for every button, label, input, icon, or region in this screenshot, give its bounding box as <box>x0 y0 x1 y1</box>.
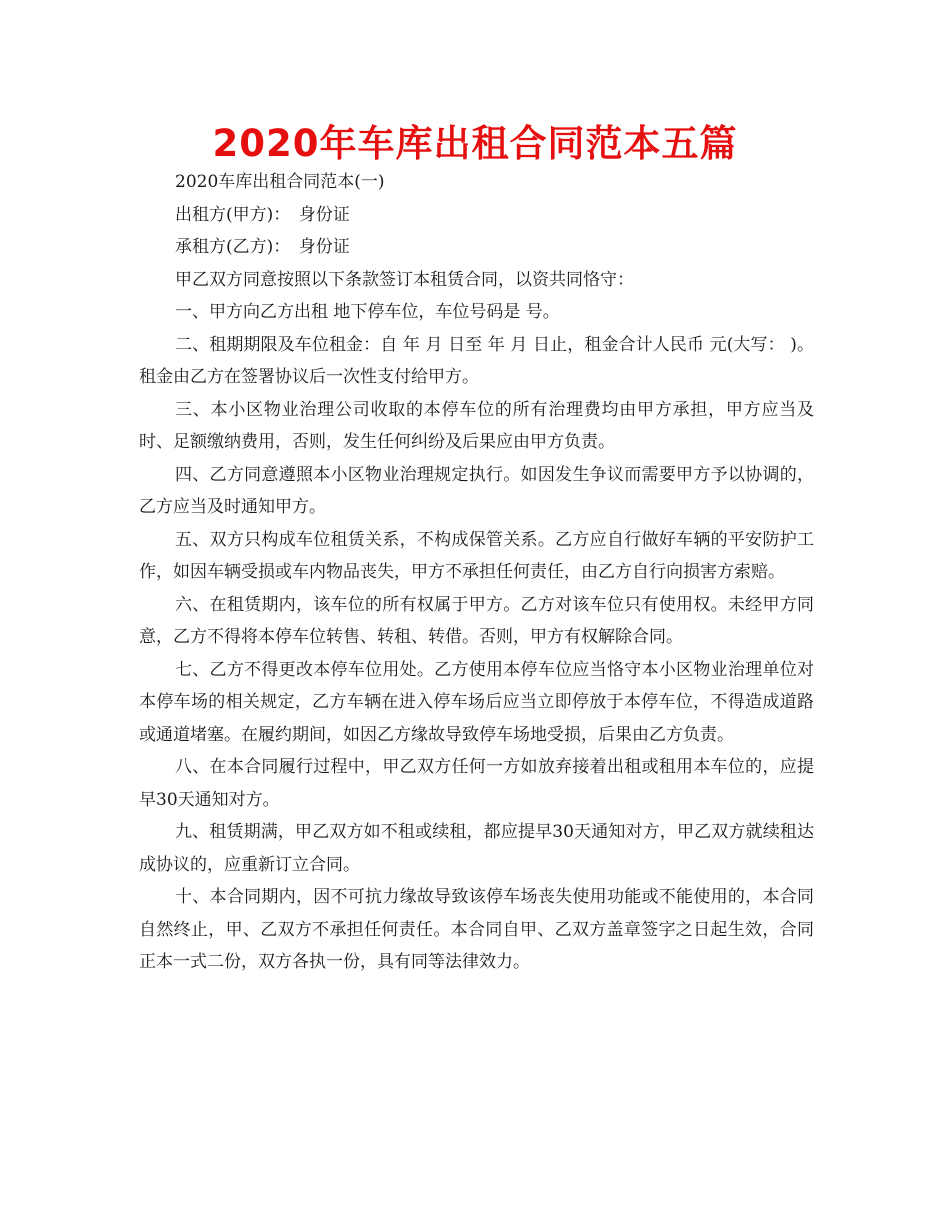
paragraph-clause-10: 十、本合同期内，因不可抗力缘故导致该停车场丧失使用功能或不能使用的，本合同自然终止，甲、乙双方不承担任何责任。本合同自甲、乙双方盖章签字之日起生效，合同正本一式二份，双方各执一份，具有同等法律效力。 <box>139 887 814 972</box>
paragraph-clause-3: 三、本小区物业治理公司收取的本停车位的所有治理费均由甲方承担，甲方应当及时、足额缴纳费用，否则，发生任何纠纷及后果应由甲方负责。 <box>139 399 814 452</box>
paragraph-contract-heading: 2020车库出租合同范本(一) <box>175 172 385 192</box>
paragraph-clause-4: 四、乙方同意遵照本小区物业治理规定执行。如因发生争议而需要甲方予以协调的，乙方应当及时通知甲方。 <box>139 464 814 517</box>
paragraph-lessee: 承租方(乙方)： 身份证 <box>175 237 350 257</box>
paragraph-lessor: 出租方(甲方)： 身份证 <box>175 204 350 225</box>
paragraph-clause-6: 六、在租赁期内，该车位的所有权属于甲方。乙方对该车位只有使用权。未经甲方同意，乙方不得将本停车位转售、转租、转借。否则，甲方有权解除合同。 <box>139 594 814 647</box>
document-title: 2020年车库出租合同范本五篇 <box>212 122 738 165</box>
paragraph-clause-5: 五、双方只构成车位租赁关系，不构成保管关系。乙方应自行做好车辆的平安防护工作，如因车辆受损或车内物品丧失，甲方不承担任何责任，由乙方自行向损害方索赔。 <box>139 529 814 582</box>
paragraph-clause-7: 七、乙方不得更改本停车位用处。乙方使用本停车位应当恪守本小区物业治理单位对本停车场的相关规定，乙方车辆在进入停车场后应当立即停放于本停车位，不得造成道路或通道堵塞。在履约期间，如因乙方缘故导致停车场地受损，后果由乙方负责。 <box>139 659 814 745</box>
document-body <box>139 166 814 979</box>
paragraph-clause-2: 二、租期期限及车位租金：自 年 月 日至 年 月 日止，租金合计人民币 元(大写： )。租金由乙方在签署协议后一次性支付给甲方。 <box>139 334 814 387</box>
paragraph-agreement-intro: 甲乙双方同意按照以下条款签订本租赁合同，以资共同恪守： <box>175 269 634 290</box>
paragraph-clause-8: 八、在本合同履行过程中，甲乙双方任何一方如放弃接着出租或租用本车位的，应提早30天通知对方。 <box>139 757 814 810</box>
paragraph-clause-1: 一、甲方向乙方出租 地下停车位，车位号码是 号。 <box>175 302 560 322</box>
paragraph-clause-9: 九、租赁期满，甲乙双方如不租或续租，都应提早30天通知对方，甲乙双方就续租达成协议的，应重新订立合同。 <box>139 822 814 875</box>
